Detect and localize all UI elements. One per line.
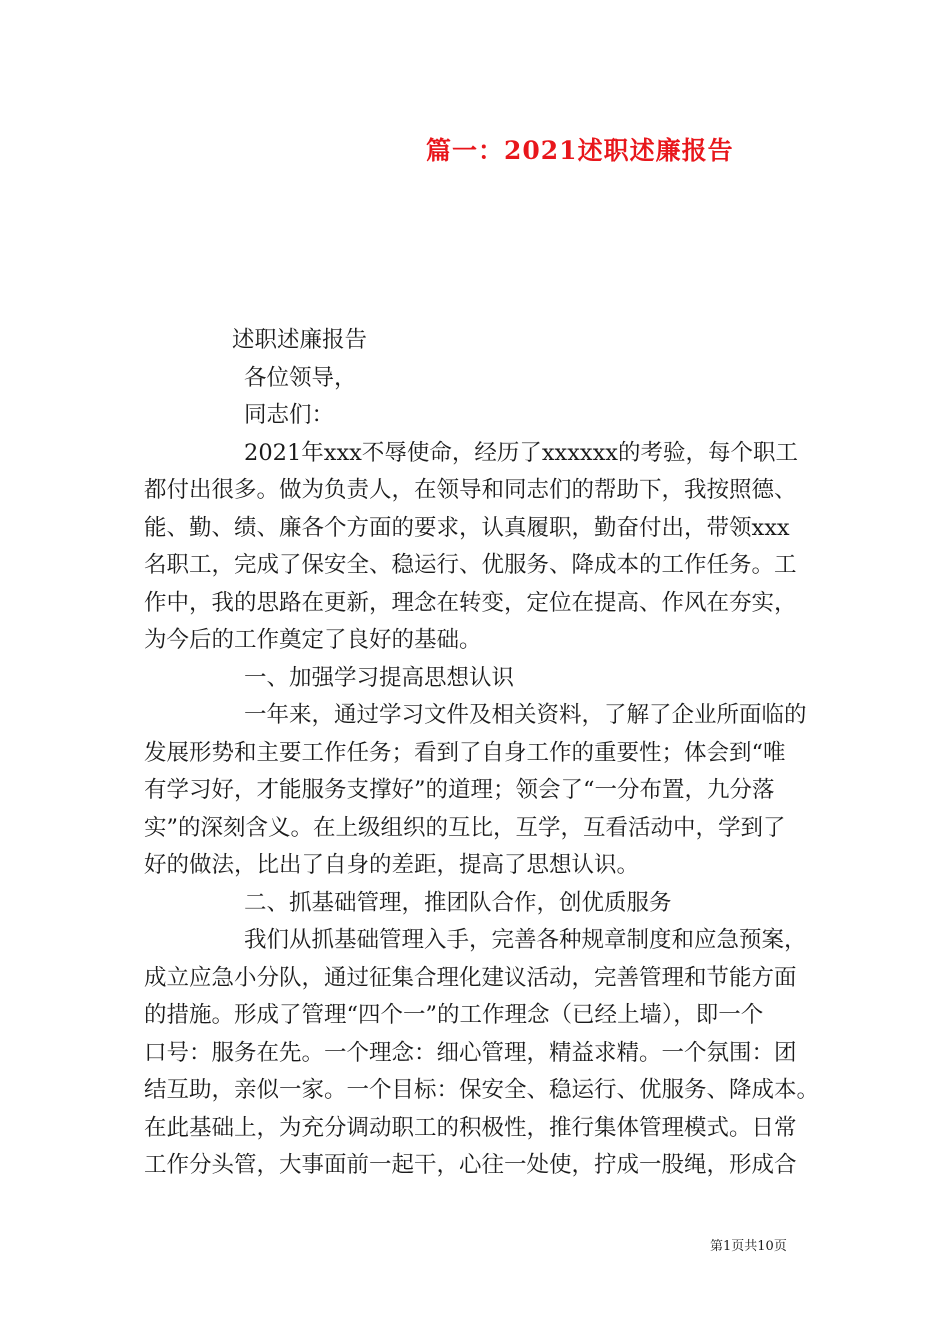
page-number: 第1页共10页 — [710, 1239, 787, 1254]
document-body — [144, 322, 820, 1185]
text-line: 一、加强学习提高思想认识 — [244, 664, 515, 691]
text-line: 口号：服务在先。一个理念：细心管理，精益求精。一个氛围：团 — [144, 1039, 797, 1066]
text-line: 都付出很多。做为负责人，在领导和同志们的帮助下，我按照德、 — [144, 477, 797, 503]
text-line: 2021年xxx不辱使命，经历了xxxxxx的考验，每个职工 — [244, 439, 798, 466]
text-line: 名职工，完成了保安全、稳运行、优服务、降成本的工作任务。工 — [144, 552, 797, 578]
text-line: 成立应急小分队，通过征集合理化建议活动，完善管理和节能方面 — [144, 964, 797, 991]
text-line: 好的做法，比出了自身的差距，提高了思想认识。 — [144, 852, 640, 878]
text-line: 在此基础上，为充分调动职工的积极性，推行集体管理模式。日常 — [144, 1114, 797, 1141]
text-line: 我们从抓基础管理入手，完善各种规章制度和应急预案， — [244, 927, 807, 953]
text-line: 各位领导， — [244, 364, 357, 391]
text-line: 述职述廉报告 — [232, 327, 368, 353]
text-line: 结互助，亲似一家。一个目标：保安全、稳运行、优服务、降成本。 — [144, 1077, 820, 1103]
text-line: 工作分头管，大事面前一起干，心往一处使，拧成一股绳，形成合 — [144, 1152, 797, 1178]
text-line: 二、抓基础管理，推团队合作，创优质服务 — [244, 889, 672, 916]
text-line: 同志们： — [244, 402, 335, 428]
text-line: 作中，我的思路在更新，理念在转变，定位在提高、作风在夯实， — [144, 589, 797, 616]
text-line: 的措施。形成了管理“四个一”的工作理念（已经上墙），即一个 — [144, 1002, 764, 1028]
text-line: 发展形势和主要工作任务；看到了自身工作的重要性；体会到“唯 — [144, 739, 786, 766]
text-line: 实”的深刻含义。在上级组织的互比，互学，互看活动中，学到了 — [144, 814, 786, 841]
document-title: 篇一：2021述职述廉报告 — [426, 136, 734, 165]
text-line: 一年来，通过学习文件及相关资料，了解了企业所面临的 — [244, 702, 807, 728]
text-line: 有学习好，才能服务支撑好”的道理；领会了“一分布置，九分落 — [144, 777, 775, 803]
text-line: 能、勤、绩、廉各个方面的要求，认真履职，勤奋付出，带领xxx — [144, 514, 790, 541]
text-line: 为今后的工作奠定了良好的基础。 — [144, 627, 482, 653]
